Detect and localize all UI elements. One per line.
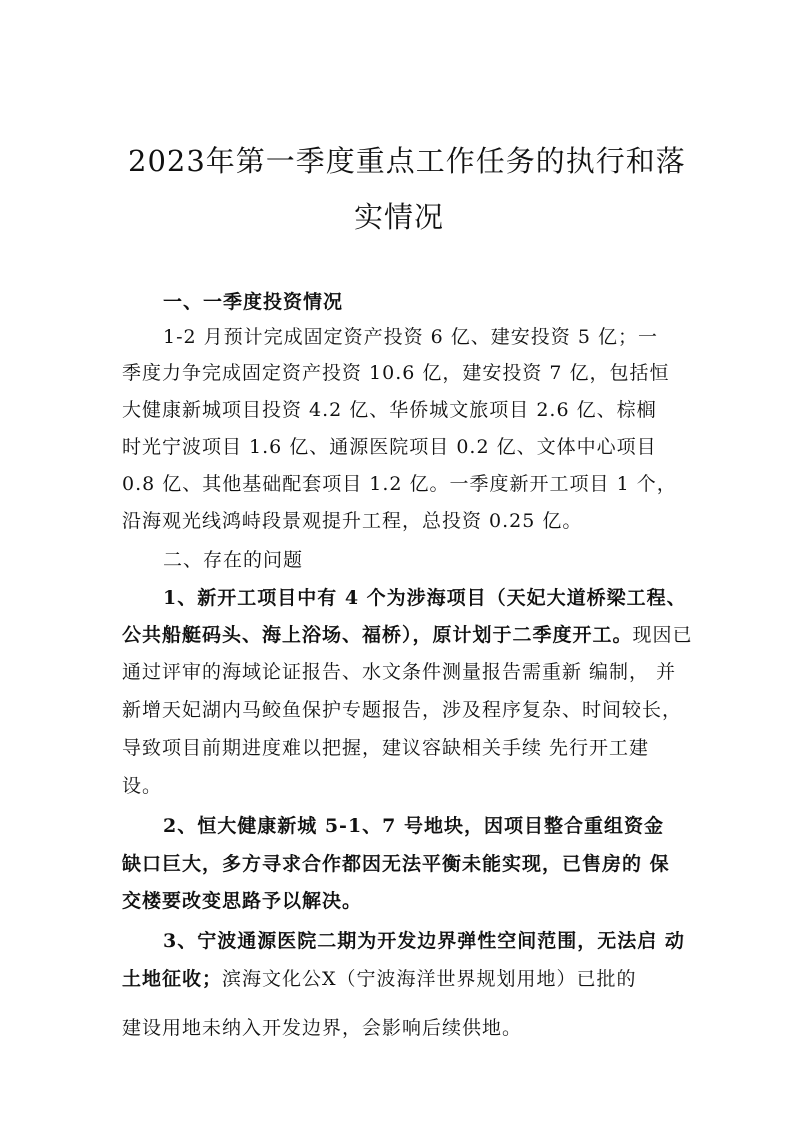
section-1-heading: 一、一季度投资情况 — [163, 291, 344, 313]
issue-2-bold-line: 交楼要改变思路予以解决。 — [122, 890, 363, 912]
issue-2-bold-line: 缺口巨大，多方寻求合作都因无法平衡未能实现，已售房的 保 — [122, 853, 670, 875]
issue-1-bold-line: 公共船艇码头、海上浴场、福桥），原计划于二季度开工。 — [122, 624, 633, 646]
issue-1-tail: 现因已 — [632, 624, 693, 646]
issue-1-line: 新增天妃湖内马鲛鱼保护专题报告，涉及程序复杂、时间较长， — [122, 699, 683, 721]
section-1-line: 季度力争完成固定资产投资 10.6 亿，建安投资 7 亿，包括恒 — [122, 362, 670, 384]
issue-1-line — [122, 620, 693, 647]
issue-3-line: 建设用地未纳入开发边界，会影响后续供地。 — [122, 1017, 523, 1039]
issue-3-tail: 滨海文化公X（宁波海洋世界规划用地）已批的 — [222, 968, 637, 990]
issue-1-line: 设。 — [122, 775, 163, 797]
issue-3-bold-line: 土地征收； — [122, 968, 223, 990]
document-title-line-2: 实情况 — [354, 200, 445, 234]
section-1-line: 时光宁波项目 1.6 亿、通源医院项目 0.2 亿、文体中心项目 — [122, 436, 657, 458]
issue-3-bold-line: 3、宁波通源医院二期为开发边界弹性空间范围，无法启 动 — [163, 930, 685, 952]
issue-1-line: 导致项目前期进度难以把握，建议容缺相关手续 先行开工建 — [122, 737, 650, 759]
section-1-line: 沿海观光线鸿峙段景观提升工程，总投资 0.25 亿。 — [122, 510, 583, 532]
issue-1-bold-line: 1、新开工项目中有 4 个为涉海项目（天妃大道桥梁工程、 — [163, 587, 687, 609]
issue-3-line — [122, 964, 637, 991]
section-1-line: 0.8 亿、其他基础配套项目 1.2 亿。一季度新开工项目 1 个， — [122, 473, 677, 495]
issue-2-bold-line: 2、恒大健康新城 5-1、7 号地块，因项目整合重组资金 — [163, 815, 664, 837]
section-2-heading: 二、存在的问题 — [163, 549, 304, 571]
document-title-line-1: 2023年第一季度重点工作任务的执行和落 — [128, 144, 686, 178]
section-1-line: 大健康新城项目投资 4.2 亿、华侨城文旅项目 2.6 亿、棕榈 — [122, 399, 657, 421]
section-1-line: 1-2 月预计完成固定资产投资 6 亿、建安投资 5 亿；一 — [163, 326, 658, 348]
issue-1-line: 通过评审的海域论证报告、水文条件测量报告需重新 编制， 并 — [122, 661, 677, 683]
